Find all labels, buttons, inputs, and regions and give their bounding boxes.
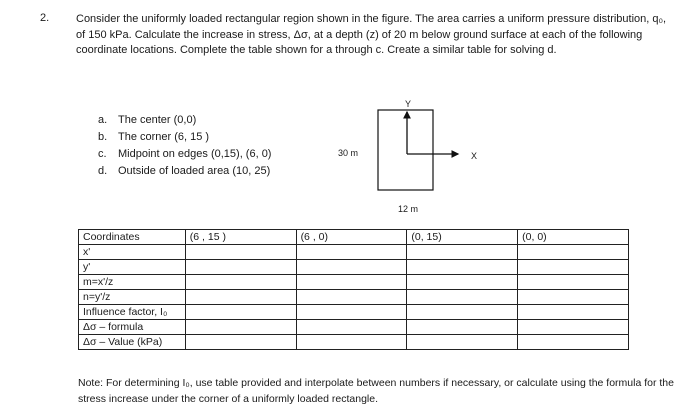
- empty-answer-cell[interactable]: [185, 320, 296, 335]
- item-letter: d.: [98, 165, 108, 177]
- y-axis-label: Y: [405, 99, 412, 109]
- empty-answer-cell[interactable]: [185, 245, 296, 260]
- item-list: [98, 112, 271, 180]
- empty-answer-cell[interactable]: [296, 320, 407, 335]
- width-label: 12 m: [398, 204, 419, 214]
- empty-answer-cell[interactable]: [296, 290, 407, 305]
- empty-answer-cell[interactable]: [407, 305, 518, 320]
- row-label: Δσ – Value (kPa): [79, 335, 186, 350]
- row-label: y': [79, 260, 186, 275]
- item-letter: c.: [98, 148, 107, 160]
- loaded-area-diagram: [330, 96, 510, 221]
- empty-answer-cell[interactable]: [518, 260, 629, 275]
- empty-answer-cell[interactable]: [185, 260, 296, 275]
- loaded-rectangle: [378, 110, 433, 190]
- empty-answer-cell[interactable]: [296, 335, 407, 350]
- header-coordinate-cell: (0, 0): [518, 230, 629, 245]
- row-label: Influence factor, I₀: [79, 305, 186, 320]
- empty-answer-cell[interactable]: [518, 290, 629, 305]
- item-text: The corner (6, 15 ): [118, 131, 210, 143]
- table-row: [79, 260, 629, 275]
- empty-answer-cell[interactable]: [407, 335, 518, 350]
- empty-answer-cell[interactable]: [518, 305, 629, 320]
- empty-answer-cell[interactable]: [296, 245, 407, 260]
- row-label: n=y'/z: [79, 290, 186, 305]
- empty-answer-cell[interactable]: [185, 335, 296, 350]
- header-coordinate-cell: (0, 15): [407, 230, 518, 245]
- height-label: 30 m: [338, 148, 359, 158]
- table-row: [79, 275, 629, 290]
- row-label: x': [79, 245, 186, 260]
- item-text: The center (0,0): [118, 114, 197, 126]
- header-coordinate-cell: (6 , 15 ): [185, 230, 296, 245]
- table-row: [79, 290, 629, 305]
- item-text: Outside of loaded area (10, 25): [118, 165, 271, 177]
- empty-answer-cell[interactable]: [518, 335, 629, 350]
- table-row: [79, 320, 629, 335]
- empty-answer-cell[interactable]: [518, 245, 629, 260]
- empty-answer-cell[interactable]: [185, 275, 296, 290]
- empty-answer-cell[interactable]: [296, 275, 407, 290]
- header-coordinate-cell: (6 , 0): [296, 230, 407, 245]
- header-coordinates: Coordinates: [79, 230, 186, 245]
- results-table: [78, 229, 629, 350]
- empty-answer-cell[interactable]: [407, 260, 518, 275]
- empty-answer-cell[interactable]: [518, 320, 629, 335]
- list-item: [98, 163, 271, 180]
- item-letter: a.: [98, 114, 108, 126]
- x-axis-label: X: [471, 151, 478, 161]
- table-row: [79, 305, 629, 320]
- diagram-figure: [330, 96, 510, 221]
- question-text: Consider the uniformly loaded rectangular region shown in the figure. The area carries a uniform pressure distribution, q₀, of 150 kPa. Calculate the increase in stress, Δσ, at a depth (z) of 20 m below ground surface at each of the following coordinate locations. Complete the table shown for a through c. Create a similar table for solving d.: [76, 13, 667, 56]
- empty-answer-cell[interactable]: [407, 275, 518, 290]
- row-label: m=x'/z: [79, 275, 186, 290]
- empty-answer-cell[interactable]: [407, 290, 518, 305]
- list-item: [98, 146, 271, 163]
- empty-answer-cell[interactable]: [407, 320, 518, 335]
- note-text: Note: For determining I₀, use table provided and interpolate between numbers if necessary, or calculate using the formula for the stress increase under the corner of a uniformly loaded rectangle.: [78, 377, 674, 405]
- table-row: [79, 335, 629, 350]
- list-item: [98, 129, 271, 146]
- table-row: [79, 245, 629, 260]
- item-letter: b.: [98, 131, 108, 143]
- empty-answer-cell[interactable]: [296, 260, 407, 275]
- empty-answer-cell[interactable]: [407, 245, 518, 260]
- empty-answer-cell[interactable]: [518, 275, 629, 290]
- table-header-row: [79, 230, 629, 245]
- row-label: Δσ – formula: [79, 320, 186, 335]
- empty-answer-cell[interactable]: [185, 305, 296, 320]
- empty-answer-cell[interactable]: [185, 290, 296, 305]
- item-text: Midpoint on edges (0,15), (6, 0): [118, 148, 272, 160]
- list-item: [98, 112, 271, 129]
- empty-answer-cell[interactable]: [296, 305, 407, 320]
- question-number: 2.: [40, 12, 50, 24]
